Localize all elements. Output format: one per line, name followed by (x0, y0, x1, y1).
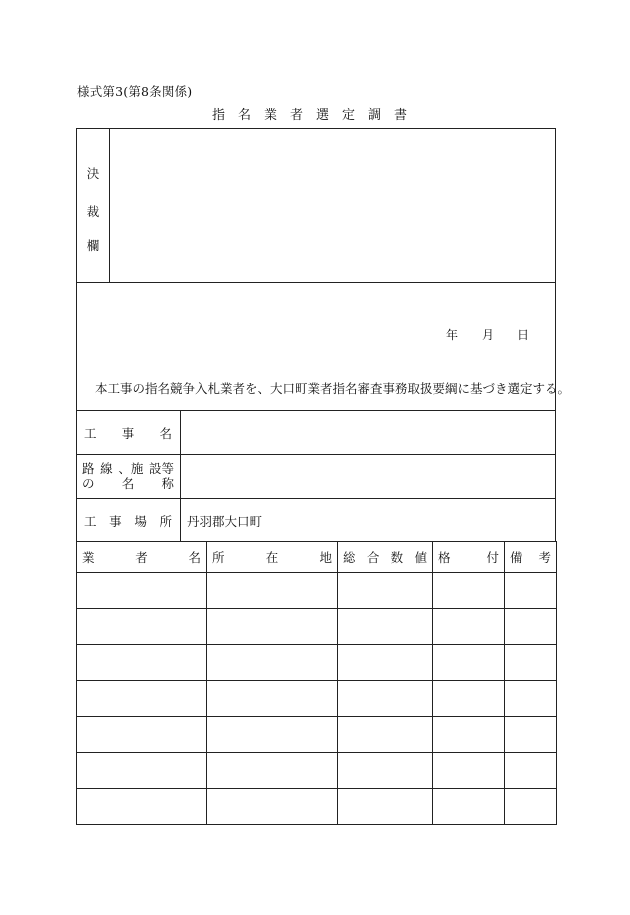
header-char: 合 (366, 550, 380, 565)
header-char: 付 (486, 550, 499, 565)
header-overall-score (338, 542, 433, 573)
statement-text: 本工事の指名競争入札業者を、大口町業者指名審査事務取扱要綱に基づき選定する。 (95, 381, 571, 396)
table-cell[interactable] (77, 609, 207, 645)
table-cell[interactable] (505, 573, 557, 609)
table-cell[interactable] (77, 753, 207, 789)
table-cell[interactable] (338, 789, 433, 825)
form-number: 様式第3(第8条関係) (77, 84, 193, 99)
header-address (207, 542, 338, 573)
construction-name-label (77, 411, 181, 454)
table-cell[interactable] (433, 573, 505, 609)
approval-label-char: 欄 (86, 238, 100, 253)
table-cell[interactable] (433, 717, 505, 753)
header-char: 地 (319, 550, 332, 565)
table-cell[interactable] (338, 717, 433, 753)
vendor-table (76, 541, 557, 825)
table-cell[interactable] (505, 789, 557, 825)
table-cell[interactable] (338, 645, 433, 681)
table-cell[interactable] (77, 717, 207, 753)
table-cell[interactable] (77, 645, 207, 681)
approval-label-char: 決 (86, 166, 100, 181)
table-cell[interactable] (433, 645, 505, 681)
approval-label-char: 裁 (86, 204, 100, 219)
table-row (77, 789, 557, 825)
table-cell[interactable] (207, 645, 338, 681)
project-info-box (76, 410, 556, 542)
label-char: 、施 (118, 461, 144, 476)
table-row (77, 645, 557, 681)
table-row (77, 717, 557, 753)
header-char: 者 (135, 550, 148, 565)
construction-location-label (77, 499, 181, 542)
header-char: 総 (343, 550, 356, 565)
label-char: の (82, 476, 95, 491)
table-cell[interactable] (207, 681, 338, 717)
table-cell[interactable] (207, 717, 338, 753)
table-cell[interactable] (505, 645, 557, 681)
date-day-label: 日 (517, 328, 530, 342)
label-char: 設等 (148, 461, 174, 476)
label-char: 工 (84, 514, 97, 529)
table-row (77, 573, 557, 609)
table-row (77, 609, 557, 645)
table-row (77, 681, 557, 717)
table-cell[interactable] (338, 573, 433, 609)
approval-box (76, 128, 556, 283)
header-char: 名 (188, 550, 201, 565)
header-char: 所 (212, 550, 225, 565)
table-cell[interactable] (207, 789, 338, 825)
document-title: 指名業者選定調書 (211, 108, 420, 123)
table-cell[interactable] (505, 753, 557, 789)
label-char: 名 (121, 476, 135, 491)
table-row (77, 753, 557, 789)
date-month-label: 月 (482, 328, 495, 342)
label-char: 線 (100, 461, 113, 476)
vendor-table-body (77, 573, 557, 825)
header-char: 業 (82, 550, 95, 565)
table-cell[interactable] (433, 789, 505, 825)
table-cell[interactable] (338, 681, 433, 717)
label-char: 事 (109, 514, 122, 529)
date-year-label: 年 (446, 328, 459, 342)
approval-label-column (77, 129, 110, 282)
table-cell[interactable] (505, 681, 557, 717)
label-char: 所 (159, 514, 172, 529)
label-char: 事 (121, 426, 135, 441)
statement-box (76, 282, 571, 411)
table-cell[interactable] (207, 753, 338, 789)
header-char: 格 (438, 550, 451, 565)
construction-location-row (77, 499, 555, 542)
construction-name-row (77, 411, 555, 455)
route-facility-label (77, 455, 181, 498)
label-char: 名 (159, 426, 172, 441)
table-cell[interactable] (77, 573, 207, 609)
construction-location-value[interactable]: 丹羽郡大口町 (187, 514, 263, 529)
table-cell[interactable] (433, 681, 505, 717)
header-rank (433, 542, 505, 573)
table-cell[interactable] (505, 717, 557, 753)
table-cell[interactable] (207, 609, 338, 645)
table-cell[interactable] (77, 681, 207, 717)
vendor-table-header (77, 542, 557, 573)
label-char: 路 (82, 461, 95, 476)
header-remarks (505, 542, 557, 573)
table-cell[interactable] (433, 609, 505, 645)
label-char: 場 (134, 514, 147, 529)
table-cell[interactable] (338, 609, 433, 645)
table-cell[interactable] (505, 609, 557, 645)
header-vendor-name (77, 542, 207, 573)
table-cell[interactable] (433, 753, 505, 789)
table-cell[interactable] (207, 573, 338, 609)
label-char: 工 (84, 426, 97, 441)
table-cell[interactable] (77, 789, 207, 825)
header-char: 値 (414, 550, 427, 565)
route-facility-row (77, 455, 555, 499)
header-char: 備 (510, 550, 523, 565)
table-cell[interactable] (338, 753, 433, 789)
approval-signature-area[interactable] (110, 129, 555, 282)
header-char: 在 (265, 550, 279, 565)
label-char: 称 (161, 476, 174, 491)
header-char: 考 (538, 550, 551, 565)
header-char: 数 (390, 550, 404, 565)
